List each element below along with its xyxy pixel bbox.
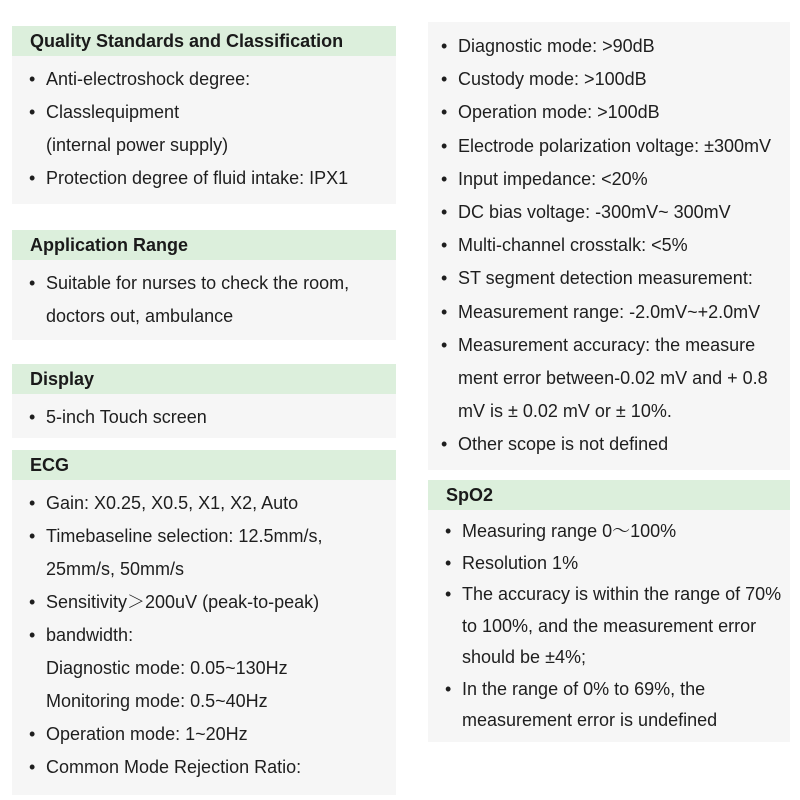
application-header: Application Range: [12, 230, 396, 260]
bullet-icon: •: [441, 102, 448, 123]
ecg-continued-list: [440, 30, 771, 462]
bullet-icon: •: [29, 493, 36, 513]
bullet-icon: •: [29, 273, 36, 293]
list-item: [28, 586, 322, 619]
list-item: [440, 296, 771, 329]
list-item-text: Custody mode: >100dB: [458, 69, 647, 90]
list-item-text: Measurement range: -2.0mV~+2.0mV: [458, 301, 761, 322]
list-item: [28, 401, 207, 434]
list-item: [28, 162, 348, 195]
list-item-continuation: (internal power supply): [46, 135, 229, 155]
list-item: [28, 718, 322, 751]
display-header: Display: [12, 364, 396, 394]
list-item-text: Suitable for nurses to check the room,: [46, 273, 350, 293]
list-item-continuation: 25mm/s, 50mm/s: [46, 559, 185, 579]
list-item-continuation: Monitoring mode: 0.5~40Hz: [46, 691, 268, 711]
ecg-header: ECG: [12, 450, 396, 480]
list-item-text: Multi-channel crosstalk: <5%: [458, 235, 688, 256]
spo2-header: SpO2: [428, 480, 790, 510]
list-item: [440, 163, 771, 196]
list-item: [28, 619, 322, 718]
list-item-continuation: ment error between-0.02 mV and + 0.8: [458, 368, 768, 389]
bullet-icon: •: [441, 202, 448, 223]
bullet-icon: •: [445, 552, 452, 573]
list-item-text: Electrode polarization voltage: ±300mV: [458, 135, 772, 156]
list-item-text: The accuracy is within the range of 70%: [462, 584, 782, 604]
bullet-icon: •: [441, 69, 448, 90]
list-item-text: Other scope is not defined: [458, 434, 669, 455]
list-item: [440, 229, 771, 262]
list-item: [28, 520, 322, 586]
list-item-text: Sensitivity＞200uV (peak-to-peak): [46, 592, 320, 612]
bullet-icon: •: [29, 102, 36, 122]
bullet-icon: •: [29, 625, 36, 645]
bullet-icon: •: [441, 301, 448, 322]
list-item-text: 5-inch Touch screen: [46, 407, 207, 427]
bullet-icon: •: [445, 521, 452, 541]
bullet-icon: •: [441, 36, 448, 56]
bullet-icon: •: [29, 407, 36, 427]
bullet-icon: •: [441, 434, 448, 455]
list-item: [440, 329, 771, 429]
list-item: [28, 487, 322, 520]
list-item-text: Measurement accuracy: the measure: [458, 334, 756, 355]
list-item: [28, 267, 349, 333]
bullet-icon: •: [29, 69, 36, 89]
list-item-continuation: mV is ± 0.02 mV or ± 10%.: [458, 401, 672, 422]
quality-header: Quality Standards and Classification: [12, 26, 396, 56]
application-list: [28, 267, 349, 333]
list-item: [28, 96, 348, 162]
list-item: [440, 96, 771, 129]
list-item-text: Diagnostic mode: >90dB: [458, 36, 655, 56]
bullet-icon: •: [29, 526, 36, 546]
bullet-icon: •: [445, 584, 452, 604]
list-item: [444, 674, 781, 737]
bullet-icon: •: [445, 678, 452, 699]
list-item-text: Operation mode: 1~20Hz: [46, 724, 248, 744]
list-item: [444, 548, 781, 580]
list-item-continuation: measurement error is undefined: [462, 710, 718, 730]
list-item-text: In the range of 0% to 69%, the: [462, 678, 706, 699]
list-item: [28, 63, 348, 96]
spo2-list: [444, 516, 781, 737]
bullet-icon: •: [29, 168, 36, 188]
bullet-icon: •: [29, 724, 36, 744]
list-item-text: DC bias voltage: -300mV~ 300mV: [458, 202, 731, 223]
quality-list: [28, 63, 348, 195]
list-item: [440, 262, 771, 295]
list-item-text: Timebaseline selection: 12.5mm/s,: [46, 526, 323, 546]
ecg-list: [28, 487, 322, 784]
bullet-icon: •: [441, 235, 448, 256]
bullet-icon: •: [441, 168, 448, 189]
list-item-text: Gain: X0.25, X0.5, X1, X2, Auto: [46, 493, 299, 513]
list-item-text: Input impedance: <20%: [458, 168, 648, 189]
bullet-icon: •: [441, 268, 448, 289]
list-item-continuation: should be ±4%;: [462, 647, 586, 667]
list-item: [444, 579, 781, 674]
list-item: [440, 30, 771, 63]
list-item: [440, 428, 771, 461]
bullet-icon: •: [29, 757, 36, 777]
list-item-text: Measuring range 0～100%: [462, 521, 677, 541]
list-item-continuation: to 100%, and the measurement error: [462, 615, 757, 636]
list-item: [28, 751, 322, 784]
bullet-icon: •: [29, 592, 36, 612]
list-item: [440, 63, 771, 96]
list-item-text: Operation mode: >100dB: [458, 102, 660, 123]
bullet-icon: •: [441, 334, 448, 355]
list-item: [440, 196, 771, 229]
list-item: [444, 516, 781, 548]
list-item-continuation: Diagnostic mode: 0.05~130Hz: [46, 658, 288, 678]
list-item-text: Anti-electroshock degree:: [46, 69, 251, 89]
list-item-continuation: doctors out, ambulance: [46, 306, 234, 326]
list-item: [440, 130, 771, 163]
bullet-icon: •: [441, 135, 448, 156]
display-list: [28, 401, 207, 434]
list-item-text: Common Mode Rejection Ratio:: [46, 757, 302, 777]
list-item-text: bandwidth:: [46, 625, 134, 645]
list-item-text: ST segment detection measurement:: [458, 268, 753, 289]
list-item-text: Classlequipment: [46, 102, 180, 122]
list-item-text: Resolution 1%: [462, 552, 579, 573]
list-item-text: Protection degree of fluid intake: IPX1: [46, 168, 349, 188]
